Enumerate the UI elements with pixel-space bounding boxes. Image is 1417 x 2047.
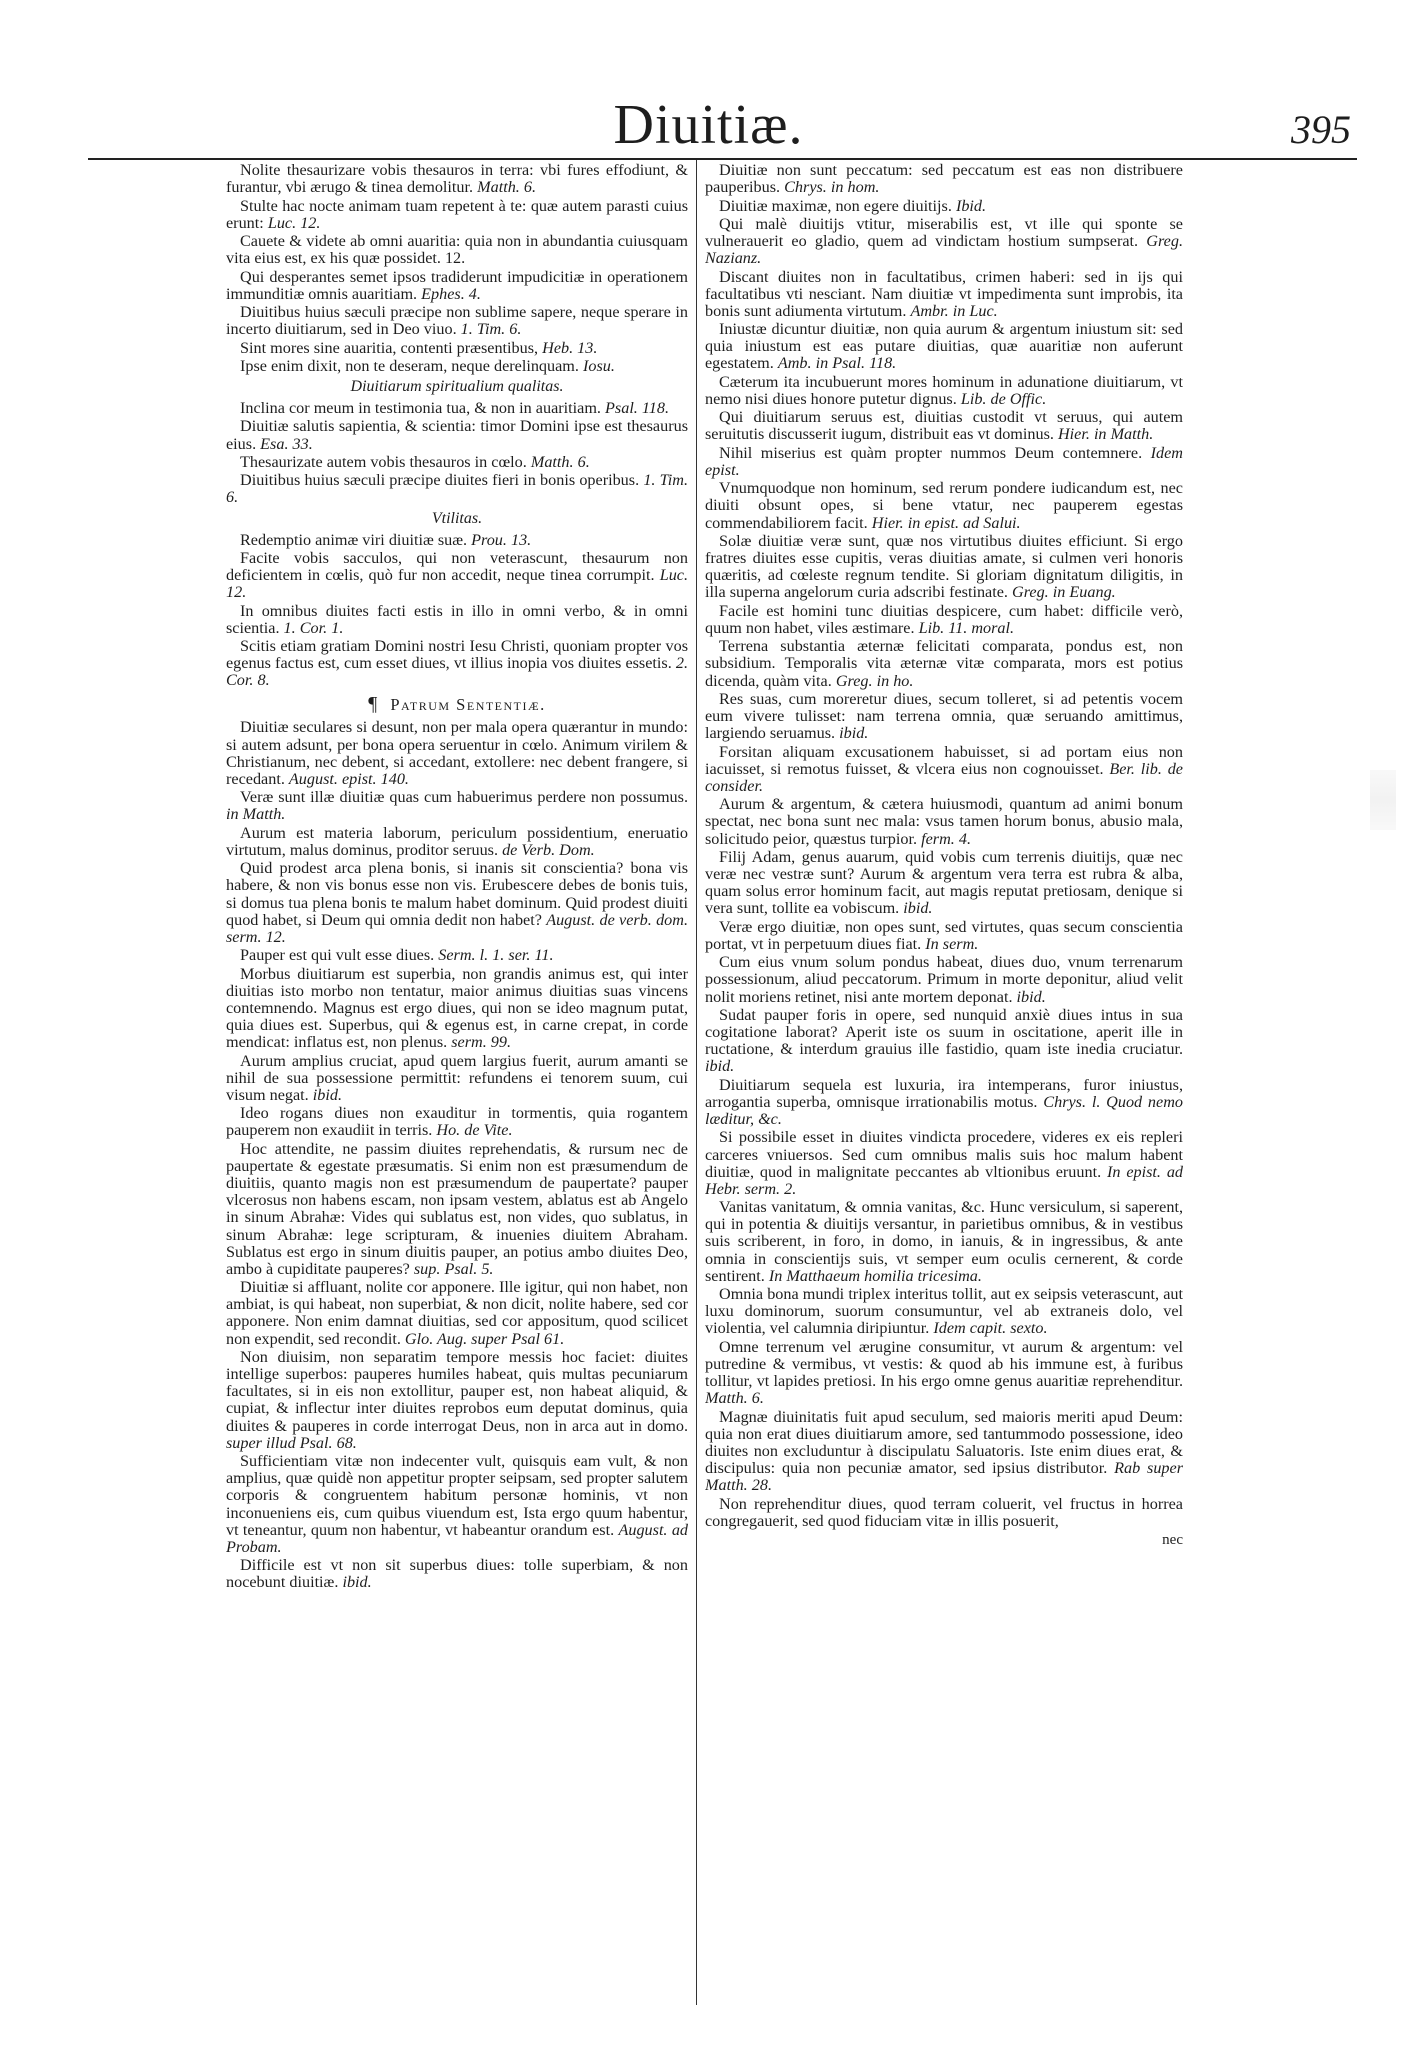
entry-text: Quid prodest arca plena bonis, si inanis sit conscientia? bona vis habere, & non vis bonus esse non vis. Erubescere debes de bonis tuis, si domus tua plena bonis te malum habet dominum. Quid prodest diuiti quod habet, si Deum qui omnia dedit non habet?	[226, 859, 688, 929]
entry-paragraph	[705, 1409, 1183, 1495]
entry-citation: ibid.	[839, 724, 869, 743]
entry-paragraph	[705, 919, 1183, 953]
entry-text: Si possibile esset in diuites vindicta procedere, videres ex eis repleri carceres vniuersos. Sed cum omnibus malis suis hoc malum habent diuitiæ, quod in malignitate peccantes ab vltionibus eruunt.	[705, 1128, 1183, 1181]
entry-text: Vnumquodque non hominum, sed rerum pondere iudicandum est, nec diuiti obsunt opes, si bene vtatur, nec pauperem egestas commendabiliorem facit.	[705, 479, 1183, 532]
entry-text: Cum eius vnum solum pondus habeat, diues duo, vnum terrenarum possessionum, aliud peccatorum. Primum in morte deponitur, aliud velit nolit moriens retinet, nisi ante mortem deponat.	[705, 953, 1183, 1006]
entry-citation: Matth. 6.	[530, 452, 590, 471]
entry-text: Difficile est vt non sit superbus diues: tolle superbiam, & non nocebunt diuitiæ.	[226, 1556, 688, 1592]
section-heading	[226, 695, 688, 714]
entry-paragraph	[705, 638, 1183, 689]
entry-paragraph	[705, 1496, 1183, 1530]
entry-text: Cæterum ita incubuerunt mores hominum in adunatione diuitiarum, vt nemo nisi diues honore putetur dignus.	[705, 372, 1183, 408]
entry-paragraph	[705, 849, 1183, 918]
entry-paragraph	[226, 340, 688, 357]
entry-text: Diuitiæ maximæ, non egere diuitijs.	[719, 196, 952, 215]
entry-citation: ibid.	[903, 899, 933, 918]
entry-citation: Luc. 12.	[226, 566, 688, 602]
right-column-entries	[705, 162, 1183, 1530]
entry-citation: 1. Tim. 6.	[460, 320, 522, 339]
entry-citation: Iosu.	[582, 356, 615, 375]
entry-text: Ipse enim dixit, non te deseram, neque derelinquam.	[240, 356, 579, 375]
entry-citation: Chrys. in hom.	[784, 178, 880, 197]
entry-citation: In epist. ad Hebr. serm. 2.	[705, 1162, 1183, 1198]
entry-paragraph	[705, 1199, 1183, 1285]
entry-text: Diuitibus huius sæculi præcipe non sublime sapere, neque sperare in incerto diuitiarum, sed in Deo viuo.	[226, 303, 688, 339]
entry-text: Nihil miserius est quàm propter nummos Deum contemnere.	[719, 443, 1143, 462]
entry-citation: Lib. 11. moral.	[918, 618, 1015, 637]
entry-text: Diuitiæ seculares si desunt, non per mala opera quærantur in mundo: si autem adsunt, per bona opera seruentur in cœlo. Animum virilem & Christianum, nec debent, si accedant, extollere: nec debent frangere, si recedant.	[226, 718, 688, 788]
entry-paragraph	[705, 691, 1183, 742]
entry-text: Diuitiæ si affluant, nolite cor apponere. Ille igitur, qui non habet, non ambiat, is qui habeat, non superbiat, & non dicit, nolite habere, sed cor apponere. Non enim damnat diuitias, sed cor appositum, quod scilicet non expendit, sed recondit.	[226, 1278, 688, 1348]
entry-text: Qui diuitiarum seruus est, diuitias custodit vt seruus, qui autem seruitutis discusserit iugum, distribuit eas vt dominus.	[705, 408, 1183, 444]
entry-text: Iniustæ dicuntur diuitiæ, non quia aurum & argentum iniustum sit: sed quia iniustum est eas putare diuitias, quæ auaritiæ non auferunt egestatem.	[705, 320, 1183, 373]
entry-paragraph	[226, 789, 688, 823]
entry-paragraph	[705, 1339, 1183, 1408]
right-column	[705, 162, 1183, 1997]
entry-citation: August. epist. 140.	[288, 769, 409, 788]
entry-text: Sint mores sine auaritia, contenti præsentibus,	[240, 338, 539, 357]
entry-paragraph	[705, 1077, 1183, 1128]
entry-text: Scitis etiam gratiam Domini nostri Iesu Christi, quoniam propter vos egenus factus est, cum esset diues, vt illius inopia vos diuites essetis.	[226, 637, 688, 673]
entry-text: Solæ diuitiæ veræ sunt, quæ nos virtutibus diuites efficiunt. Si ergo fratres diuites esse cupitis, veras diuitias amate, si culmen veri honoris quæritis, ad cœleste regnum tendite. Si gloriam dignitatum diligitis, in illa superna angelorum curia adscribi festinate.	[705, 531, 1183, 602]
entry-citation: August. de verb. dom. serm. 12.	[226, 910, 688, 946]
entry-paragraph	[226, 358, 688, 375]
entry-citation: Ephes. 4.	[421, 284, 481, 303]
entry-citation: Chrys. l. Quod nemo læditur, &c.	[705, 1092, 1183, 1128]
entry-paragraph	[226, 1279, 688, 1348]
pilcrow-icon: ¶	[368, 693, 379, 716]
entry-paragraph	[226, 269, 688, 303]
subheading-spiritual-riches: Diuitiarum spiritualium qualitas.	[350, 378, 564, 395]
entry-text: Nolite thesaurizare vobis thesauros in terra: vbi fures effodiunt, & furantur, vbi ærugo & tinea demolitur.	[226, 162, 688, 197]
entry-text: Thesaurizate autem vobis thesauros in cœlo.	[240, 452, 527, 471]
entry-text: Res suas, cum moreretur diues, secum tolleret, si ad petentis vocem eum vivere tulisset: nam terrena omnia, quæ seruando amittimus, largiendo seruamus.	[705, 689, 1183, 743]
entry-citation: serm. 99.	[451, 1033, 512, 1052]
entry-text: Non reprehenditur diues, quod terram coluerit, vel fructus in horrea congregauerit, sed quod fiduciam vitæ in illis posuerit,	[705, 1494, 1183, 1530]
entry-paragraph	[226, 550, 688, 601]
entry-paragraph	[226, 1105, 688, 1139]
section-heading-text: Patrum Sententiæ.	[390, 695, 546, 715]
entry-text: Omne terrenum vel ærugine consumitur, vt aurum & argentum: vel putredine & vermibus, vt vestis: & quod ab his immune est, à furibus tollitur, vt lapides pretiosi. In his ergo omne genus auaritiæ reprehenditur.	[705, 1337, 1183, 1391]
entry-paragraph	[226, 1141, 688, 1278]
entry-paragraph	[705, 1129, 1183, 1198]
entry-citation: In serm.	[925, 934, 979, 953]
entry-citation: August. ad Probam.	[226, 1520, 688, 1556]
entry-text: Stulte hac nocte animam tuam repetent à te: quæ autem parasti cuius erunt:	[226, 196, 688, 232]
entry-citation: sup. Psal. 5.	[413, 1259, 494, 1278]
entry-text: Sufficientiam vitæ non indecenter vult, quisquis eam vult, & non amplius, quæ quidè non appetitur propter seipsam, sed propter salutem corporis & congruentem habitum personæ hominis, vt non inconueniens eis, cum quibus viuendum est, Ista ergo quum habentur, vt teneantur, quum non habentur, vt habeantur orandum est.	[226, 1452, 688, 1539]
entry-citation: Greg. in ho.	[835, 671, 914, 690]
entry-paragraph	[226, 1557, 688, 1591]
entry-citation: 1. Tim. 6.	[226, 471, 688, 507]
entry-paragraph	[705, 603, 1183, 637]
entry-citation: Hier. in epist. ad Salui.	[871, 513, 1021, 532]
entry-citation: In Matthaeum homilia tricesima.	[768, 1266, 982, 1285]
entry-paragraph	[226, 198, 688, 232]
running-title: Diuitiæ.	[613, 94, 804, 156]
entry-citation: Amb. in Psal. 118.	[777, 354, 897, 373]
entry-citation: Esa. 33.	[260, 434, 313, 453]
entry-paragraph	[705, 533, 1183, 602]
entry-paragraph	[705, 744, 1183, 795]
entry-paragraph	[705, 198, 1183, 215]
entry-paragraph	[226, 400, 688, 417]
entry-citation: Matth. 6.	[705, 1389, 764, 1408]
entry-text: Facite vobis sacculos, qui non veterascunt, thesaurum non deficientem in cœlis, quò fur non accedit, neque tinea corrumpit.	[226, 548, 688, 584]
entry-text: Vanitas vanitatum, & omnia vanitas, &c. Hunc versiculum, si saperent, qui in potentia & diuitijs versantur, in parietibus omnibus, & in vestibus suis scriberent, in foro, in domo, in ianuis, & in ingressibus, & ante omnia in conscientijs suis, vt semper eum oculis cernerent, & corde sentirent.	[705, 1198, 1183, 1285]
entry-paragraph	[226, 233, 688, 267]
entry-text: Magnæ diuinitatis fuit apud seculum, sed maioris meriti apud Deum: quia non erat diues diuitiarum amore, sed tantummodo possessione, ideo diuites non excluduntur à discipulatu Saluatoris. Iste enim diues erat, & discipulus: quia non pecuniæ amator, sed ipsius distributor.	[705, 1407, 1183, 1478]
entry-paragraph	[705, 321, 1183, 372]
entry-text: Diuitibus huius sæculi præcipe diuites fieri in bonis operibus.	[240, 471, 640, 490]
entry-citation: Lib. de Offic.	[960, 389, 1047, 408]
entry-text: Morbus diuitiarum est superbia, non grandis animus est, qui inter diuitias isto morbo non tentatur, maior animus diuitias suas vincens contemnendo. Magnus est ergo diues, qui non se ideo magnum putat, quia diues est. Superbus, qui & egenus est, in carne crepat, in corde mendicat: inflatus est, non plenus.	[226, 964, 688, 1052]
entry-text: Hoc attendite, ne passim diuites reprehendatis, & rursum nec de paupertate & egestate præsumatis. Si enim non est præsumendum de diuitiis, quanto magis non est præsumendum de paupertate? pauper vlcerosus non habens escam, non ipsam vestem, ablatus est ab Angelo in sinum Abrahæ: Vides qui sublatus est, non vides, quo sublatus, in sinum Abrahæ: lege scripturam, & inuenies diuitem Abraham. Sublatus est ergo in sinum diuitis pauper, an potius ambo diuites Deo, ambo à cupiditate pauperes?	[226, 1139, 688, 1278]
entry-text: Pauper est qui vult esse diues.	[240, 946, 435, 965]
entry-citation: Serm. l. 1. ser. 11.	[438, 946, 554, 965]
entry-citation: 2. Cor. 8.	[226, 654, 688, 690]
entry-paragraph	[226, 532, 688, 549]
entry-paragraph	[226, 454, 688, 471]
entry-text: Discant diuites non in facultatibus, crimen haberi: sed in ijs qui facultatibus vti nesciant. Nam diuitiæ vt impedimenta sunt improbis, ita bonis sunt adiumenta virtutum.	[705, 267, 1183, 320]
entry-citation: Hier. in Matth.	[1057, 425, 1154, 444]
entry-citation: Ibid.	[955, 196, 987, 215]
entry-citation: Ambr. in Luc.	[910, 301, 998, 320]
entry-paragraph	[705, 409, 1183, 443]
subheading-utility: Vtilitas.	[431, 509, 483, 527]
entry-paragraph	[705, 1007, 1183, 1076]
entry-citation: ferm. 4.	[921, 829, 971, 848]
entry-text: Omnia bona mundi triplex interitus tollit, aut ex seipsis veterascunt, aut luxu dominorum, suorum consumuntur, vel ab extraneis dolo, vel violentia, vel calumnia diripiuntur.	[705, 1285, 1183, 1338]
entry-citation: super illud Psal. 68.	[226, 1433, 357, 1452]
entry-paragraph	[705, 445, 1183, 479]
entry-paragraph	[226, 603, 688, 637]
entry-citation: Greg. Nazianz.	[705, 232, 1183, 268]
entry-paragraph	[705, 374, 1183, 408]
entry-citation: Luc. 12.	[267, 213, 321, 232]
entry-text: Aurum amplius cruciat, apud quem largius fuerit, aurum amanti se nihil de sua possessione permittit: refundens ei tenorem suum, cui visum negat.	[226, 1051, 688, 1104]
entry-text: Veræ sunt illæ diuitiæ quas cum habuerimus perdere non possumus.	[240, 788, 688, 807]
entry-citation: Rab super Matth. 28.	[705, 1459, 1183, 1495]
entry-text: Veræ ergo diuitiæ, non opes sunt, sed virtutes, quas secum conscientia portat, vt in perpetuum diues fiat.	[705, 917, 1183, 953]
entry-text: Diuitiarum sequela est luxuria, ira intemperans, furor iniustus, arrogantia superba, omnisque irrationabilis motus.	[705, 1075, 1183, 1111]
entry-paragraph	[705, 269, 1183, 320]
entry-text: In omnibus diuites facti estis in illo in omni verbo, & in omni scientia.	[226, 601, 688, 637]
entry-paragraph	[226, 966, 688, 1052]
header-rule	[88, 158, 1357, 160]
entry-paragraph	[226, 418, 688, 452]
entry-citation: Glo. Aug. super Psal 61.	[404, 1329, 565, 1348]
entry-citation: ibid.	[312, 1085, 343, 1104]
utility-entries	[226, 532, 688, 690]
entry-citation: 1. Cor. 1.	[283, 618, 344, 637]
entry-citation: Ber. lib. de consider.	[705, 759, 1183, 795]
column-divider	[696, 160, 697, 2005]
entry-paragraph	[226, 719, 688, 788]
entry-citation: Greg. in Euang.	[1012, 583, 1116, 602]
entry-paragraph	[705, 954, 1183, 1005]
entry-citation: Prou. 13.	[471, 530, 532, 549]
entry-paragraph	[226, 947, 688, 964]
entry-citation: Psal. 118.	[605, 399, 670, 417]
entry-paragraph	[226, 860, 688, 946]
entry-text: Aurum & argentum, & cætera huiusmodi, quantum ad animi bonum spectat, nec bona sunt nec mala: vsus tamen horum bonus, abusio mala, solicitudo peior, quæstus turpior.	[705, 795, 1183, 848]
entry-citation: ibid.	[1016, 987, 1046, 1006]
entry-citation: Idem capit. sexto.	[933, 1319, 1048, 1338]
entry-text: Facile est homini tunc diuitias despicere, cum habet: difficile verò, quum non habet, viles æstimare.	[705, 601, 1183, 637]
entry-text: Qui desperantes semet ipsos tradiderunt impudicitiæ in operationem immunditiæ omnis auaritiam.	[226, 267, 688, 303]
entry-paragraph	[226, 638, 688, 689]
entry-paragraph	[226, 1053, 688, 1104]
page-number: 395	[1291, 107, 1351, 152]
scripture-entries	[226, 162, 688, 375]
entry-text: Aurum est materia laborum, periculum possidentium, eneruatio virtutum, malus dominus, proditor seruus.	[226, 823, 688, 859]
entry-paragraph	[226, 1349, 688, 1452]
margin-stain	[1370, 770, 1396, 830]
catchword: nec	[1162, 1531, 1183, 1548]
entry-paragraph	[705, 216, 1183, 267]
entry-citation: ibid.	[705, 1057, 735, 1076]
entry-paragraph	[226, 1453, 688, 1556]
entry-text: Sudat pauper foris in opere, sed nunquid anxiè diues intus in sua cogitatione laborat? Aperit iste os suum in oscitatione, aperit ille in ructatione, & interdum grauius ille fastidio, quam iste inedia cruciatur.	[705, 1005, 1183, 1059]
entry-citation: Idem epist.	[705, 443, 1183, 479]
entry-text: Qui malè diuitijs vtitur, miserabilis est, vt ille qui sponte se vulnerauerit eo gladio, quem ad vindictam hostium sumpserat.	[705, 214, 1183, 250]
entry-paragraph	[705, 162, 1183, 196]
entry-text: Filij Adam, genus auarum, quid vobis cum terrenis diuitijs, quæ nec veræ nec vestræ sunt? Aurum & argentum vera terra est rubra & alba, quam solus error hominum facit, aut magis reputat pretiosam, denique si vera sunt, tollite ea vobiscum.	[705, 847, 1183, 918]
entry-citation: ibid.	[342, 1573, 372, 1592]
entry-text: Forsitan aliquam excusationem habuisset, si ad portam eius non iacuisset, si remotus fuisset, & vlcera eius non cognouisset.	[705, 742, 1183, 778]
entry-text: Redemptio animæ viri diuitiæ suæ.	[240, 530, 468, 549]
entry-paragraph	[705, 1286, 1183, 1337]
entry-text: Non diuisim, non separatim tempore messis hoc faciet: diuites intellige superbos: pauperes humiles habeat, quis multas pecuniarum facultates, si in eis non extollitur, pauper est, non habeat aliquid, & cupiat, & inflectur inter diuites reprobos eum deputat dominus, quia diuites & pauperes in corde interrogat Deus, non in arca aut in domo.	[226, 1347, 688, 1435]
left-column	[226, 162, 688, 1997]
entry-citation: Heb. 13.	[542, 338, 598, 357]
entry-citation: Ho. de Vite.	[436, 1121, 513, 1140]
entry-paragraph	[226, 304, 688, 338]
entry-text: Diuitiæ non sunt peccatum: sed peccatum est eas non distribuere pauperibus.	[705, 162, 1183, 197]
entry-paragraph	[705, 796, 1183, 847]
entry-text: Ideo rogans diues non exauditur in tormentis, quia rogantem pauperem non exaudiit in terris.	[226, 1104, 688, 1140]
entry-text: Terrena substantia æternæ felicitati comparata, pondus est, non subsidium. Temporalis vita æternæ vitæ comparata, mors est potius dicenda, quàm vita.	[705, 637, 1183, 690]
entry-citation: Matth. 6.	[477, 178, 537, 197]
entry-paragraph	[705, 480, 1183, 531]
entry-paragraph	[226, 825, 688, 859]
entry-text: Inclina cor meum in testimonia tua, & non in auaritiam.	[240, 399, 601, 417]
entry-paragraph	[226, 162, 688, 196]
spiritual-riches-entries	[226, 400, 688, 507]
entry-text: Cauete & videte ab omni auaritia: quia non in abundantia cuiusquam vita eius est, ex his quæ possidet. 12.	[226, 232, 688, 268]
fathers-sentences-entries	[226, 719, 688, 1591]
entry-text: Diuitiæ salutis sapientia, & scientia: timor Domini ipse est thesaurus eius.	[226, 417, 688, 453]
entry-paragraph	[226, 472, 688, 506]
entry-citation: de Verb. Dom.	[502, 840, 595, 859]
entry-citation: in Matth.	[226, 805, 286, 824]
